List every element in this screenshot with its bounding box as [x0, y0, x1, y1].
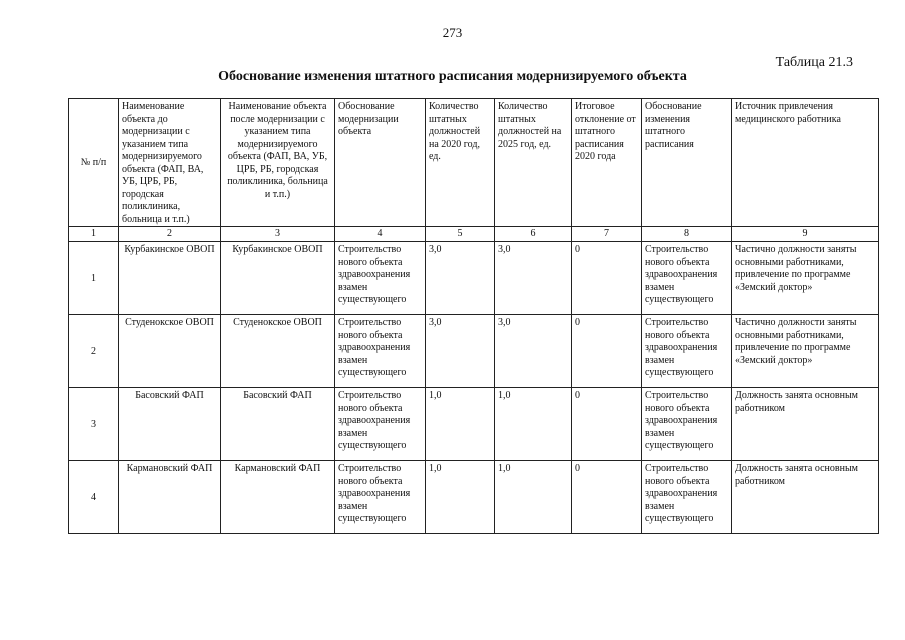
column-number: 7: [572, 227, 642, 242]
change-reason-cell: Строительство нового объекта здравоохранения взамен существующего: [642, 388, 732, 461]
source-cell: Должность занята основным работником: [732, 388, 879, 461]
staff-2020-cell: 3,0: [426, 242, 495, 315]
header-cell-staff-2020: Количество штатных должностей на 2020 год, ед.: [426, 99, 495, 227]
source-cell: Частично должности заняты основными работниками, привлечение по программе «Земский доктор»: [732, 315, 879, 388]
object-before-cell: Курбакинское ОВОП: [119, 242, 221, 315]
header-cell-before: Наименование объекта до модернизации с указанием типа модернизируемого объекта (ФАП, ВА, УБ, ЦРБ, РБ, городская поликлиника, больница и т.п.): [119, 99, 221, 227]
modernization-reason-cell: Строительство нового объекта здравоохранения взамен существующего: [335, 242, 426, 315]
staff-2020-cell: 1,0: [426, 461, 495, 534]
staff-2020-cell: 3,0: [426, 315, 495, 388]
table-row: [69, 242, 879, 315]
staff-2025-cell: 3,0: [495, 315, 572, 388]
staff-2025-cell: 1,0: [495, 461, 572, 534]
object-before-cell: Басовский ФАП: [119, 388, 221, 461]
change-reason-cell: Строительство нового объекта здравоохранения взамен существующего: [642, 242, 732, 315]
table-row: [69, 388, 879, 461]
column-number: 4: [335, 227, 426, 242]
object-after-cell: Студенокское ОВОП: [221, 315, 335, 388]
table-label: Таблица 21.3: [775, 55, 853, 70]
deviation-cell: 0: [572, 315, 642, 388]
column-number: 5: [426, 227, 495, 242]
deviation-cell: 0: [572, 461, 642, 534]
row-number: 4: [69, 461, 119, 534]
deviation-cell: 0: [572, 388, 642, 461]
object-after-cell: Кармановский ФАП: [221, 461, 335, 534]
object-before-cell: Кармановский ФАП: [119, 461, 221, 534]
deviation-cell: 0: [572, 242, 642, 315]
table-row: [69, 461, 879, 534]
change-reason-cell: Строительство нового объекта здравоохранения взамен существующего: [642, 461, 732, 534]
header-cell-source: Источник привлечения медицинского работника: [732, 99, 879, 227]
column-number: 3: [221, 227, 335, 242]
staff-2025-cell: 1,0: [495, 388, 572, 461]
row-number: 3: [69, 388, 119, 461]
staff-2025-cell: 3,0: [495, 242, 572, 315]
object-before-cell: Студенокское ОВОП: [119, 315, 221, 388]
header-row: [69, 99, 879, 227]
source-cell: Частично должности заняты основными работниками, привлечение по программе «Земский доктор»: [732, 242, 879, 315]
modernization-reason-cell: Строительство нового объекта здравоохранения взамен существующего: [335, 315, 426, 388]
header-cell-after: Наименование объекта после модернизации с указанием типа модернизируемого объекта (ФАП, ВА, УБ, ЦРБ, РБ, городская поликлиника, больница и т.п.): [221, 99, 335, 227]
modernization-reason-cell: Строительство нового объекта здравоохранения взамен существующего: [335, 388, 426, 461]
header-cell-deviation: Итоговое отклонение от штатного расписания 2020 года: [572, 99, 642, 227]
column-number-row: [69, 227, 879, 242]
column-number: 1: [69, 227, 119, 242]
column-number: 8: [642, 227, 732, 242]
header-cell-change-reason: Обоснование изменения штатного расписания: [642, 99, 732, 227]
document-title: Обоснование изменения штатного расписания модернизируемого объекта: [218, 69, 687, 84]
modernization-reason-cell: Строительство нового объекта здравоохранения взамен существующего: [335, 461, 426, 534]
table-row: [69, 315, 879, 388]
row-number: 2: [69, 315, 119, 388]
row-number: 1: [69, 242, 119, 315]
column-number: 2: [119, 227, 221, 242]
header-cell-reason: Обоснование модернизации объекта: [335, 99, 426, 227]
source-cell: Должность занята основным работником: [732, 461, 879, 534]
staff-2020-cell: 1,0: [426, 388, 495, 461]
column-number: 6: [495, 227, 572, 242]
object-after-cell: Курбакинское ОВОП: [221, 242, 335, 315]
staffing-table: [68, 98, 879, 534]
change-reason-cell: Строительство нового объекта здравоохранения взамен существующего: [642, 315, 732, 388]
header-cell-num: № п/п: [69, 99, 119, 227]
object-after-cell: Басовский ФАП: [221, 388, 335, 461]
column-number: 9: [732, 227, 879, 242]
header-cell-staff-2025: Количество штатных должностей на 2025 год, ед.: [495, 99, 572, 227]
page-number: 273: [442, 25, 463, 40]
